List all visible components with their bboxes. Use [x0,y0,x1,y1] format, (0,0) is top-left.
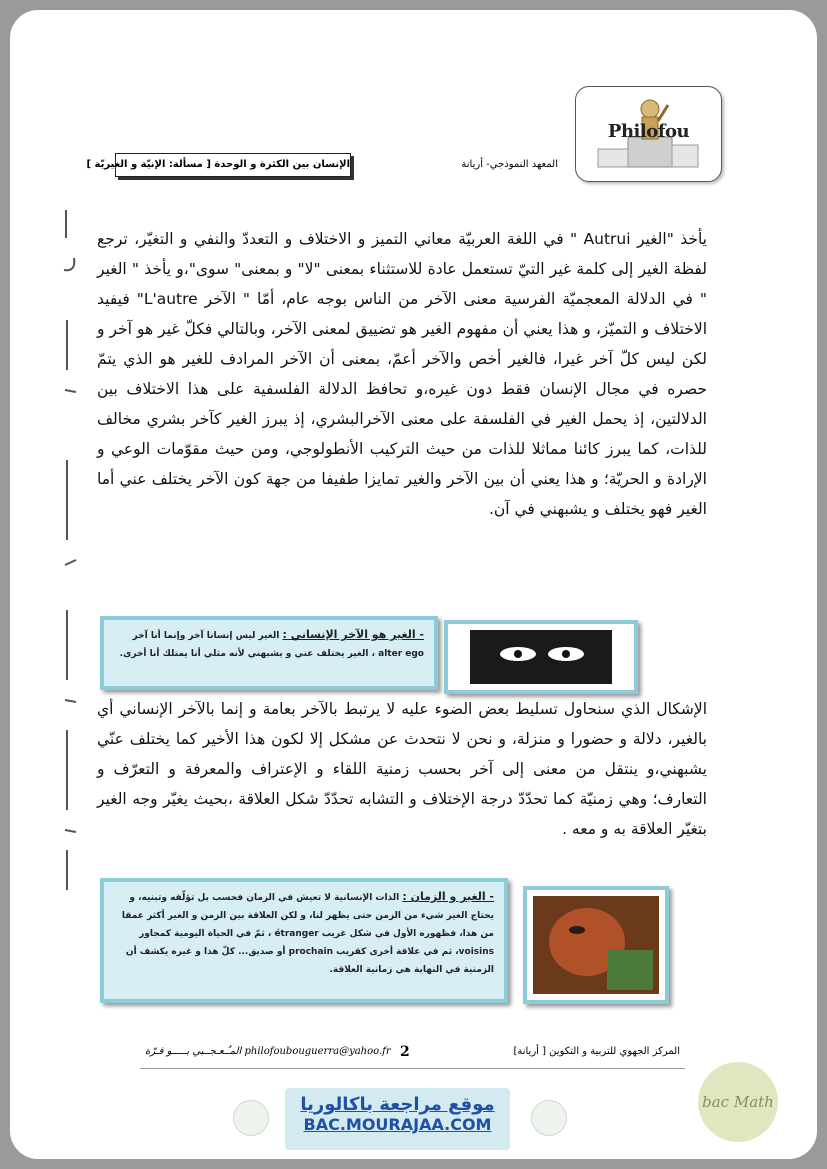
school-name: المعهد النموذجي- أريانة [461,159,558,170]
paragraph-problem: الإشكال الذي سنحاول تسليط بعض الضوء عليه لا يرتبط بالآخر بعامة و إنما بالآخر الإنساني أي بالغير، دلالة و حضورا و منزلة، و نحن لا نتحدث عن مشكل إلا لكون هذا الأخير كما يختلف عنّي يشبهني،و ينتقل من معنى إلى آخر بحسب زمنية اللقاء و الإعتراف والمعرفة و التعرّف و التعارف؛ وهي زمنيّة كما تحدّدّ درجة الإختلاف و التشابه تحدّدّ شكل العلاقة ،بحيث يغيّر وجه الغير بتغيّر العلاقة به و معه . [97,700,707,838]
face-image [444,620,638,694]
footer-center-name: المركز الجهوي للتربية و التكوين [ أريانة] [513,1046,680,1057]
portrait-image [523,886,669,1004]
book-icon [233,1100,269,1136]
page-number: 2 [400,1044,410,1060]
site-banner[interactable] [285,1088,510,1150]
note-box-other-time [100,878,508,1003]
book-icon [531,1100,567,1136]
portrait-photo-icon [527,890,665,1000]
note-text: الذات الإنسانية لا تعيش في الزمان فحسب بل تؤلّفه وتبنيه، و يحتاج الغير شيء من الزمن حتى يظهر لنا، و لكن العلاقة بين الزمن و الغير أكثر عمقا من هذا، فظهوره الأول في شكل غريب étranger ، ثمّ في الحياة اليومية كمجاور voisins، ثم في علاقة أخرى كقريب prochain أو صديق... كلّ هذا و غيره يكشف أن الزمنية في النهاية هي زمانية العلاقة. [121,893,494,975]
note-heading: - الغير و الزمان : [402,890,494,903]
logo-text: Philofou [607,121,690,142]
margin-decoration [62,210,80,890]
lesson-title: الإنسان بين الكثرة و الوحدة [ مسألة: الإنيّة و الغيريّة ] [115,153,351,177]
paragraph-autrui-definition: يأخذ "الغير Autrui " في اللغة العربيّة معاني التميز و الاختلاف و التعددّ والنفي و التغيّر، ترجع لفظة الغير إلى كلمة غير التيّ تستعمل عادة للاستثناء بمعنى "لا" و بمعنى" سوى"،و يأخذ " الغير " في الدلالة المعجميّة الفرسية معنى الآخر من الناس بوجه عام، أمّا " الآخر L'autre" فيفيد الاختلاف و التميّز، و هذا يعني أن مفهوم الغير هو تضييق لمعنى الآخر، وبالتالي فكلّ غير هو آخر و لكن ليس كلّ آخر غيرا، فالغير أخص والآخر أعمّ، بمعنى أن الآخر المرادف للغير هو الذي يتمّ حصره في مجال الإنسان فقط دون غيره،و تحافظ الدلالة الفلسفية على هذا الاختلاف بين الدلالتين، إذ يحمل الغير في الفلسفة على معنى الآخرالبشري، إذ يبرز الغير كآخر بشري مخالف للذات، كما يبرز كائنا مماثلا للذات من حيث التركيب الأنطولوجي، ومن حيث مقوّمات الوعي و الإرادة و الحريّة؛ و هذا يعني أن بين الآخر والغير تمايزا طفيفا من جهة كون الآخر يختلف عني أما الغير فهو يختلف و يشبهني في آن. [97,230,707,518]
banner-url[interactable]: BAC.MOURAJAA.COM [303,1115,492,1134]
philofou-logo [575,86,722,182]
note-box-other-human [100,616,438,690]
banner-arabic[interactable]: موقع مراجعة باكالوريا [300,1094,495,1115]
footer-author-email: philofoubouguerra@yahoo.fr المـُـعـجــبي بـــــو قـرّة [145,1046,391,1057]
note-text: الغير ليس إنسانا آخر وإنما أنا آخر alter ego ، الغير يختلف عني و يشبهني لأنه مثلي أنا يمتلك أنا أخرى. [119,631,424,659]
footer-divider [140,1068,685,1069]
note-heading: - الغير هو الآخر الإنساني : [282,628,424,641]
face-photo-icon [448,624,634,690]
bacmath-watermark: bac Math [698,1062,778,1142]
